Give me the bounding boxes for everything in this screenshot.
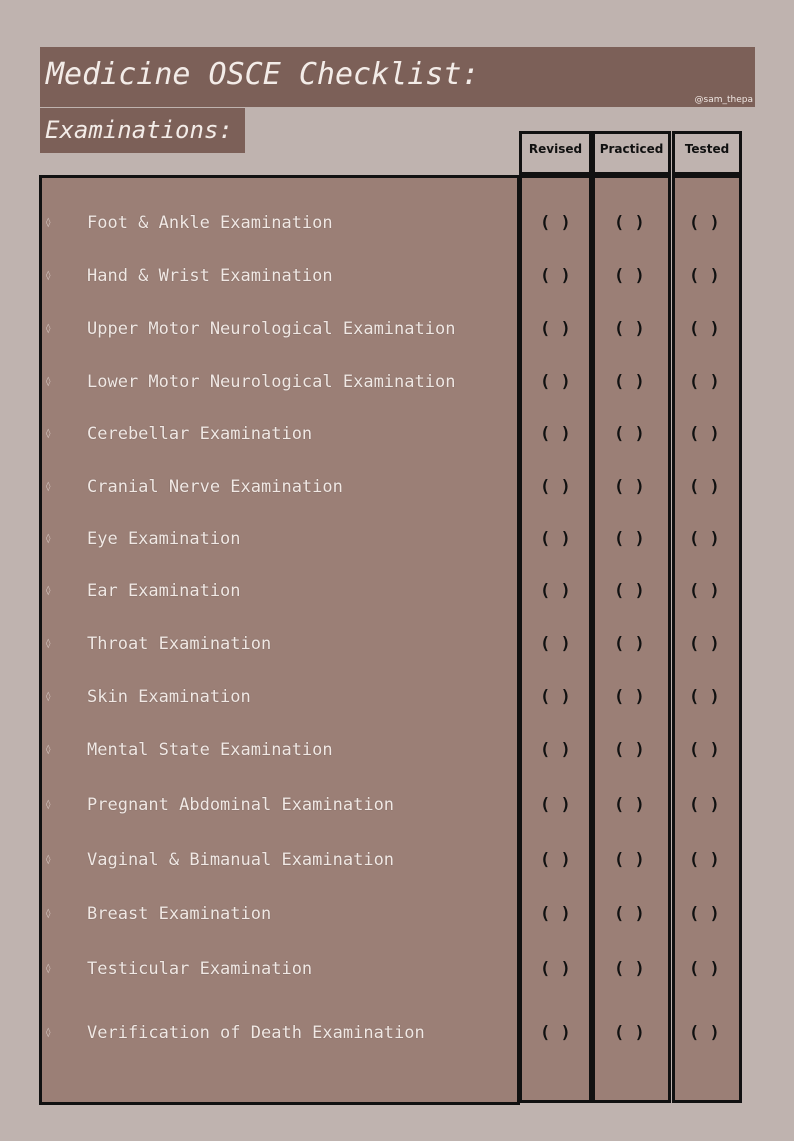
practiced-checkbox[interactable]: ( ) bbox=[614, 529, 645, 549]
checklist-row bbox=[0, 949, 794, 989]
revised-checkbox[interactable]: ( ) bbox=[540, 687, 571, 707]
examination-label: Testicular Examination bbox=[87, 959, 313, 979]
practiced-checkbox[interactable]: ( ) bbox=[614, 740, 645, 760]
bullet-icon: ◊ bbox=[46, 271, 51, 281]
revised-checkbox[interactable]: ( ) bbox=[540, 740, 571, 760]
tested-checkbox[interactable]: ( ) bbox=[689, 477, 720, 497]
revised-checkbox[interactable]: ( ) bbox=[540, 850, 571, 870]
bullet-icon: ◊ bbox=[46, 800, 51, 810]
practiced-checkbox[interactable]: ( ) bbox=[614, 581, 645, 601]
examination-label: Upper Motor Neurological Examination bbox=[87, 319, 456, 339]
tested-checkbox[interactable]: ( ) bbox=[689, 529, 720, 549]
practiced-checkbox[interactable]: ( ) bbox=[614, 959, 645, 979]
checklist-row bbox=[0, 1013, 794, 1053]
tested-checkbox[interactable]: ( ) bbox=[689, 850, 720, 870]
bullet-icon: ◊ bbox=[46, 639, 51, 649]
checklist-row bbox=[0, 840, 794, 880]
examination-label: Cerebellar Examination bbox=[87, 424, 313, 444]
checklist-row bbox=[0, 203, 794, 243]
tested-checkbox[interactable]: ( ) bbox=[689, 266, 720, 286]
examination-label: Eye Examination bbox=[87, 529, 241, 549]
column-header-revised: Revised bbox=[519, 131, 592, 175]
revised-checkbox[interactable]: ( ) bbox=[540, 634, 571, 654]
tested-checkbox[interactable]: ( ) bbox=[689, 372, 720, 392]
examination-label: Ear Examination bbox=[87, 581, 241, 601]
bullet-icon: ◊ bbox=[46, 1028, 51, 1038]
bullet-icon: ◊ bbox=[46, 909, 51, 919]
checklist-row bbox=[0, 624, 794, 664]
tested-checkbox[interactable]: ( ) bbox=[689, 740, 720, 760]
checklist-row bbox=[0, 730, 794, 770]
tested-checkbox[interactable]: ( ) bbox=[689, 904, 720, 924]
checklist-row bbox=[0, 309, 794, 349]
revised-checkbox[interactable]: ( ) bbox=[540, 959, 571, 979]
practiced-checkbox[interactable]: ( ) bbox=[614, 904, 645, 924]
bullet-icon: ◊ bbox=[46, 218, 51, 228]
column-header-practiced: Practiced bbox=[592, 131, 671, 175]
checklist-row bbox=[0, 256, 794, 296]
bullet-icon: ◊ bbox=[46, 429, 51, 439]
section-title: Examinations: bbox=[45, 116, 233, 144]
revised-checkbox[interactable]: ( ) bbox=[540, 795, 571, 815]
revised-checkbox[interactable]: ( ) bbox=[540, 477, 571, 497]
checklist-row bbox=[0, 362, 794, 402]
practiced-checkbox[interactable]: ( ) bbox=[614, 634, 645, 654]
checklist-row bbox=[0, 414, 794, 454]
revised-checkbox[interactable]: ( ) bbox=[540, 213, 571, 233]
practiced-checkbox[interactable]: ( ) bbox=[614, 424, 645, 444]
bullet-icon: ◊ bbox=[46, 377, 51, 387]
bullet-icon: ◊ bbox=[46, 855, 51, 865]
examination-label: Mental State Examination bbox=[87, 740, 333, 760]
tested-checkbox[interactable]: ( ) bbox=[689, 634, 720, 654]
revised-checkbox[interactable]: ( ) bbox=[540, 266, 571, 286]
revised-checkbox[interactable]: ( ) bbox=[540, 581, 571, 601]
examination-label: Verification of Death Examination bbox=[87, 1023, 425, 1043]
checklist-row bbox=[0, 785, 794, 825]
examination-label: Throat Examination bbox=[87, 634, 272, 654]
author-handle: @sam_thepa bbox=[694, 95, 753, 105]
tested-checkbox[interactable]: ( ) bbox=[689, 795, 720, 815]
tested-checkbox[interactable]: ( ) bbox=[689, 319, 720, 339]
checklist-row bbox=[0, 894, 794, 934]
practiced-checkbox[interactable]: ( ) bbox=[614, 795, 645, 815]
bullet-icon: ◊ bbox=[46, 586, 51, 596]
tested-checkbox[interactable]: ( ) bbox=[689, 687, 720, 707]
examination-label: Skin Examination bbox=[87, 687, 251, 707]
practiced-checkbox[interactable]: ( ) bbox=[614, 266, 645, 286]
practiced-checkbox[interactable]: ( ) bbox=[614, 213, 645, 233]
column-header-tested: Tested bbox=[672, 131, 742, 175]
examination-label: Breast Examination bbox=[87, 904, 272, 924]
checklist-row bbox=[0, 571, 794, 611]
bullet-icon: ◊ bbox=[46, 482, 51, 492]
revised-checkbox[interactable]: ( ) bbox=[540, 904, 571, 924]
examination-label: Cranial Nerve Examination bbox=[87, 477, 343, 497]
practiced-checkbox[interactable]: ( ) bbox=[614, 477, 645, 497]
revised-checkbox[interactable]: ( ) bbox=[540, 529, 571, 549]
tested-checkbox[interactable]: ( ) bbox=[689, 581, 720, 601]
subtitle-banner bbox=[40, 108, 245, 153]
practiced-checkbox[interactable]: ( ) bbox=[614, 372, 645, 392]
checklist-row bbox=[0, 677, 794, 717]
bullet-icon: ◊ bbox=[46, 692, 51, 702]
practiced-checkbox[interactable]: ( ) bbox=[614, 1023, 645, 1043]
examination-label: Pregnant Abdominal Examination bbox=[87, 795, 395, 815]
revised-checkbox[interactable]: ( ) bbox=[540, 319, 571, 339]
examination-label: Vaginal & Bimanual Examination bbox=[87, 850, 395, 870]
bullet-icon: ◊ bbox=[46, 324, 51, 334]
practiced-checkbox[interactable]: ( ) bbox=[614, 850, 645, 870]
checklist-row bbox=[0, 467, 794, 507]
tested-checkbox[interactable]: ( ) bbox=[689, 959, 720, 979]
practiced-checkbox[interactable]: ( ) bbox=[614, 319, 645, 339]
examination-label: Foot & Ankle Examination bbox=[87, 213, 333, 233]
revised-checkbox[interactable]: ( ) bbox=[540, 424, 571, 444]
title-banner bbox=[40, 47, 755, 107]
revised-checkbox[interactable]: ( ) bbox=[540, 372, 571, 392]
tested-checkbox[interactable]: ( ) bbox=[689, 424, 720, 444]
checklist-row bbox=[0, 519, 794, 559]
bullet-icon: ◊ bbox=[46, 745, 51, 755]
revised-checkbox[interactable]: ( ) bbox=[540, 1023, 571, 1043]
practiced-checkbox[interactable]: ( ) bbox=[614, 687, 645, 707]
tested-checkbox[interactable]: ( ) bbox=[689, 1023, 720, 1043]
tested-checkbox[interactable]: ( ) bbox=[689, 213, 720, 233]
bullet-icon: ◊ bbox=[46, 534, 51, 544]
bullet-icon: ◊ bbox=[46, 964, 51, 974]
page-title: Medicine OSCE Checklist: bbox=[46, 57, 480, 92]
examination-label: Hand & Wrist Examination bbox=[87, 266, 333, 286]
examination-label: Lower Motor Neurological Examination bbox=[87, 372, 456, 392]
